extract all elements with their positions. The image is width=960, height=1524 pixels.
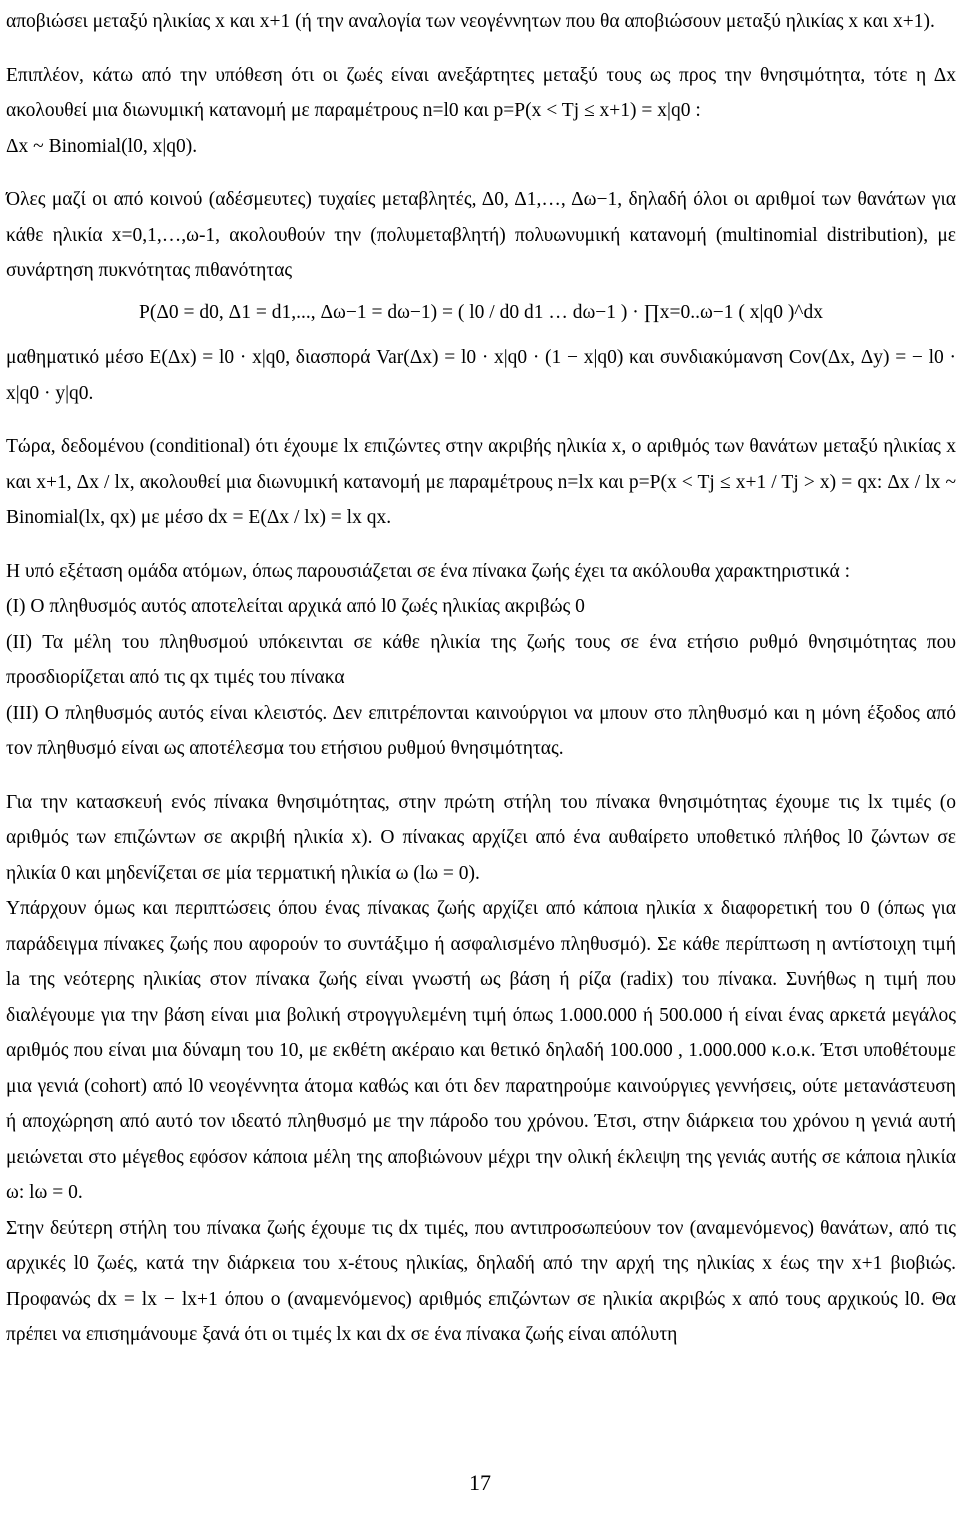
list-item-ii: (II) Τα μέλη του πληθυσμού υπόκεινται σε κάθε ηλικία της ζωής τους σε ένα ετήσιο ρυθμό θνησιμότητας που προσδιορίζεται από τις qx τιμές του πίνακα	[6, 631, 956, 688]
paragraph-moments: μαθηματικό μέσο E(Δx) = l0 · x|q0, διασπορά Var(Δx) = l0 · x|q0 · (1 − x|q0) και συνδιακύμανση Cov(Δx, Δy) = − l0 · x|q0 · y|q0.	[6, 347, 956, 404]
formula-multinomial: P(Δ0 = d0, Δ1 = d1,..., Δω−1 = dω−1) = ( l0 / d0 d1 … dω−1 ) · ∏x=0..ω−1 ( x|q0 )^dx	[139, 301, 823, 323]
paragraph-second-column: Στην δεύτερη στήλη του πίνακα ζωής έχουμε τις dx τιμές, που αντιπροσωπεύουν τον (αναμενόμενος) θανάτων, από τις αρχικές l0 ζωές, κατά την διάρκεια του x-έτους ηλικίας, δηλαδή από την αρχή της ηλικίας x έως την x+1 βιοβιώς. Προφανώς dx = lx − lx+1 όπου ο (αναμενόμενος) αριθμός επιζώντων σε ηλικία ακριβώς x από τους αρχικούς l0. Θα πρέπει να επισημάνουμε ξανά ότι οι τιμές lx και dx σε ένα πίνακα ζωής είναι απόλυτη	[6, 1217, 956, 1345]
paragraph-joint-variables: Όλες μαζί οι από κοινού (αδέσμευτες) τυχαίες μεταβλητές, Δ0, Δ1,…, Δω−1, δηλαδή όλοι οι αριθμοί των θανάτων για κάθε ηλικία x=0,1,…,ω-1, ακολουθούν την (πολυμεταβλητή) πολυωνυμική κατανομή (multinomial distribution), με συνάρτηση πυκνότητας πιθανότητας	[6, 189, 956, 281]
paragraph-group-characteristics: Η υπό εξέταση ομάδα ατόμων, όπως παρουσιάζεται σε ένα πίνακα ζωής έχει τα ακόλουθα χαρακτηριστικά :	[6, 560, 851, 582]
page-number: 17	[469, 1470, 491, 1495]
list-item-iii: (III) Ο πληθυσμός αυτός είναι κλειστός. Δεν επιτρέπονται καινούργιοι να μπουν στο πληθυσμό και η μόνη έξοδος από τον πληθυσμό είναι ως αποτέλεσμα του ετήσιου ρυθμού θνησιμότητας.	[6, 702, 956, 759]
list-item-i: (I) Ο πληθυσμός αυτός αποτελείται αρχικά από l0 ζωές ηλικίας ακριβώς 0	[6, 596, 585, 617]
paragraph-radix: Υπάρχουν όμως και περιπτώσεις όπου ένας πίνακας ζωής αρχίζει από κάποια ηλικία x διαφορετική του 0 (όπως για παράδειγμα πίνακες ζωής που αφορούν το συντάξιμο ή ασφαλισμένο πληθυσμό). Σε κάθε περίπτωση η αντίστοιχη τιμή la της νεότερης ηλικίας στον πίνακα ζωής είναι γνωστή ως βάση ή ρίζα (radix) του πίνακα. Συνήθως η τιμή που διαλέγουμε για την βάση είναι μια βολική στρογγυλεμένη τιμή όπως 1.000.000 ή 500.000 ή είναι ένας αρκετά μεγάλος αριθμός που είναι μια δύναμη του 10, με εκθέτη ακέραιο και θετικό δηλαδή 100.000 , 1.000.000 κ.ο.κ. Έτσι υποθέτουμε μια γενιά (cohort) από l0 νεογέννητα άτομα καθώς και ότι δεν παρατηρούμε καινούργιες γεννήσεις, ούτε μετανάστευση ή αποχώρηση από αυτό τον ιδεατό πληθυσμό με την πάροδο του χρόνου. Έτσι, στην διάρκεια του χρόνου η γενιά αυτή μειώνεται στο μέγεθος εφόσον κάποια μέλη της αποβιώνουν μέχρι την ολική έκλειψη της γενιάς αυτής σε κάποια ηλικία ω: lω = 0.	[6, 898, 956, 1203]
paragraph-conditional: Τώρα, δεδομένου (conditional) ότι έχουμε lx επιζώντες στην ακριβής ηλικία x, ο αριθμός των θανάτων μεταξύ ηλικίας x και x+1, Δx / lx, ακολουθεί μια διωνυμική κατανομή με παραμέτρους n=lx και p=P(x < Tj ≤ x+1 / Tj > x) = qx: Δx / lx ~ Binomial(lx, qx) με μέσο dx = E(Δx / lx) = lx qx.	[6, 436, 956, 528]
formula-binomial: Δx ~ Binomial(l0, x|q0).	[6, 135, 198, 157]
paragraph-intro: αποβιώσει μεταξύ ηλικίας x και x+1 (ή την αναλογία των νεογέννητων που θα αποβιώσουν μεταξύ ηλικίας x και x+1).	[6, 11, 935, 32]
paragraph-table-construction: Για την κατασκευή ενός πίνακα θνησιμότητας, στην πρώτη στήλη του πίνακα θνησιμότητας έχουμε τις lx τιμές (ο αριθμός των επιζώντων σε ακριβή ηλικία x). Ο πίνακας αρχίζει από ένα αυθαίρετο υποθετικό πλήθος l0 ζώντων σε ηλικία 0 και μηδενίζεται σε μία τερματική ηλικία ω (lω = 0).	[6, 791, 956, 884]
document-page	[6, 4, 956, 1353]
paragraph-independence: Επιπλέον, κάτω από την υπόθεση ότι οι ζωές είναι ανεξάρτητες μεταξύ τους ως προς την θνησιμότητα, τότε η Δx ακολουθεί μια διωνυμική κατανομή με παραμέτρους n=l0 και p=P(x < Tj ≤ x+1) = x|q0 :	[6, 64, 956, 121]
